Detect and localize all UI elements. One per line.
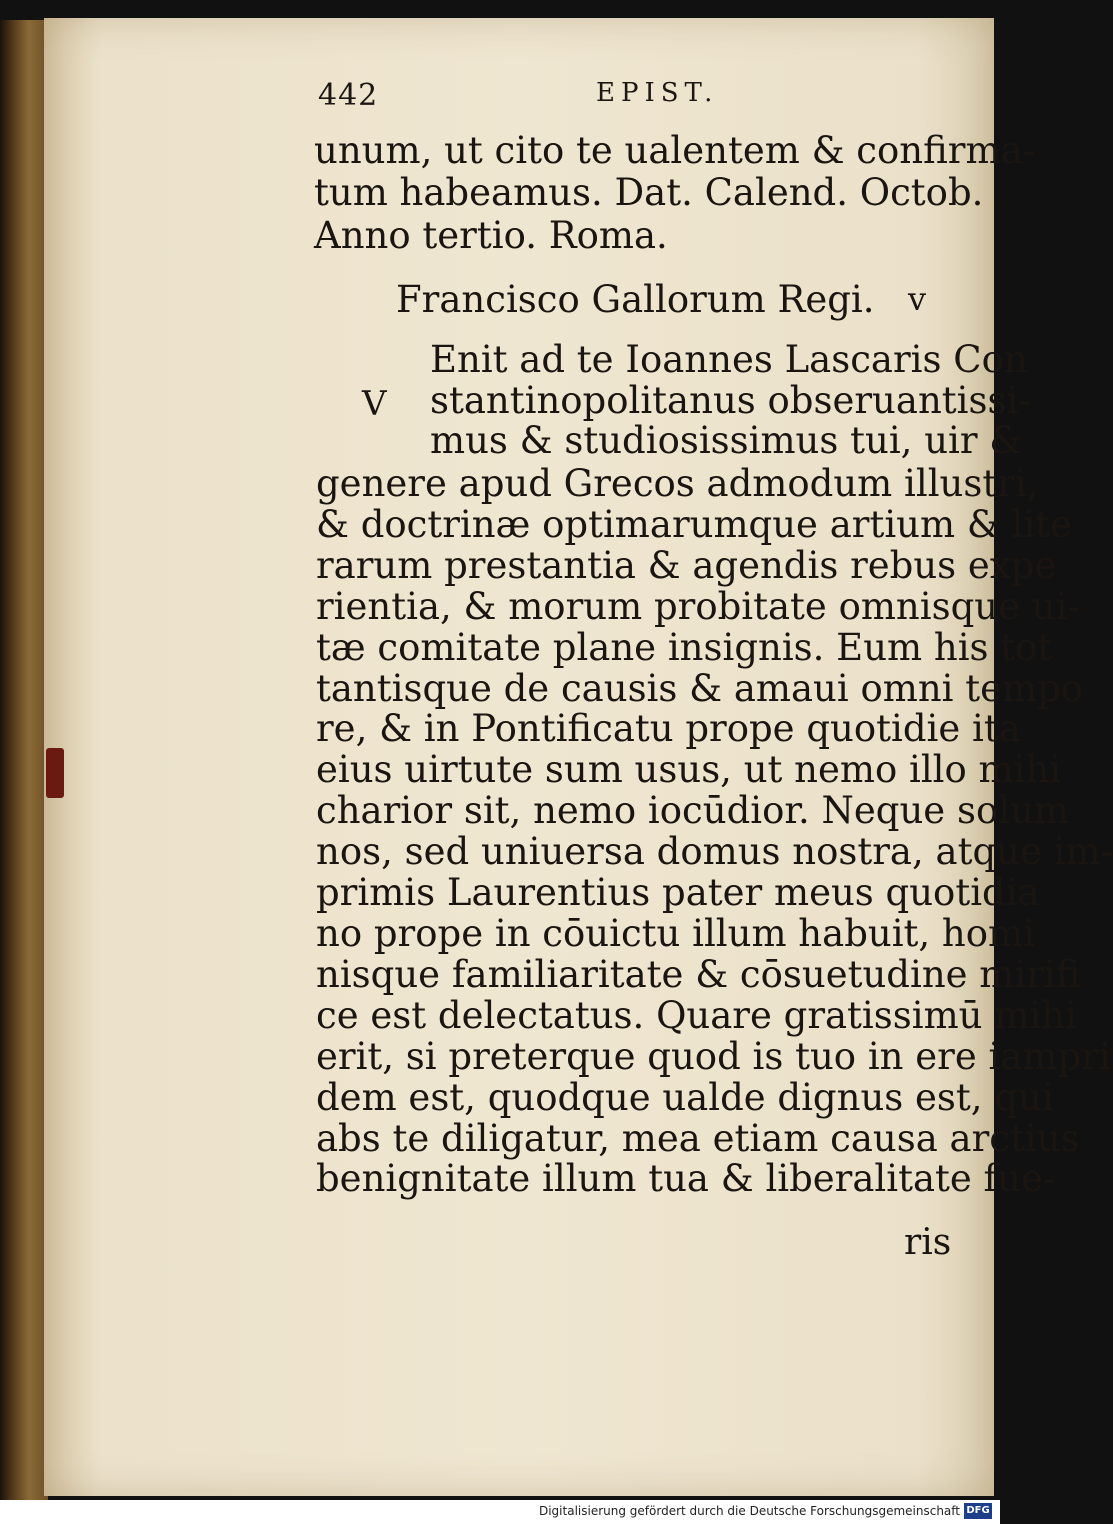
running-headword: EPIST.	[596, 78, 719, 108]
text-line: unum, ut cito te ualentem & confirma-	[314, 129, 1036, 172]
running-head	[318, 78, 958, 118]
text-line: tum habeamus. Dat. Calend. Octob.	[314, 171, 984, 215]
letter-addressee: Francisco Gallorum Regi.	[396, 278, 875, 321]
text-line: nisque familiaritate & cōsuetudine mirifi	[316, 952, 1081, 996]
initial-letter: V	[362, 384, 387, 424]
text-line: Anno tertio. Roma.	[314, 213, 668, 257]
text-line: no prope in cōuictu illum habuit, homi	[316, 911, 1035, 955]
text-line: dem est, quodque ualde dignus est, qui	[316, 1075, 1054, 1119]
text-line: & doctrinæ optimarumque artium & lite	[316, 502, 1072, 546]
book-spine	[0, 20, 48, 1500]
text-line: eius uirtute sum usus, ut nemo illo mihi	[316, 748, 1062, 792]
text-line: benignitate illum tua & liberalitate fue-	[316, 1157, 1056, 1201]
text-line: erit, si preterque quod is tuo in ere iampri	[316, 1034, 1111, 1078]
page-number: 442	[318, 78, 379, 113]
text-line: stantinopolitanus obseruantissi-	[430, 378, 1031, 422]
text-line: nos, sed uniuersa domus nostra, atque im-	[316, 830, 1113, 874]
text-line: rientia, & morum probitate omnisque ui-	[316, 584, 1080, 628]
page-clip	[46, 748, 64, 798]
text-line: primis Laurentius pater meus quotidia	[316, 871, 1040, 915]
digitization-footer	[0, 1500, 1000, 1524]
text-line: tantisque de causis & amaui omni tempo	[316, 666, 1084, 710]
text-line: genere apud Grecos admodum illustri,	[316, 462, 1039, 505]
text-line: charior sit, nemo iocūdior. Neque solum	[316, 789, 1069, 833]
text-line: rarum prestantia & agendis rebus expe	[316, 543, 1057, 587]
text-line: mus & studiosissimus tui, uir &	[430, 419, 1023, 462]
indented-lines	[430, 338, 1031, 462]
guide-letter: v	[908, 280, 927, 318]
text-line: tæ comitate plane insignis. Eum his tot	[316, 625, 1053, 669]
letter-body	[316, 462, 1113, 1201]
text-line: ce est delectatus. Quare gratissimū mihi	[316, 993, 1077, 1037]
funding-credit: Digitalisierung gefördert durch die Deutsche Forschungsgemeinschaft	[538, 1504, 960, 1518]
catchword: ris	[904, 1222, 952, 1263]
text-line: re, & in Pontificatu prope quotidie ita	[316, 707, 1021, 751]
text-line: abs te diligatur, mea etiam causa arctius	[316, 1116, 1080, 1160]
dfg-logo: DFG	[964, 1503, 992, 1519]
opening-lines	[314, 129, 1036, 257]
text-line: Enit ad te Ioannes Lascaris Con	[430, 338, 1028, 381]
